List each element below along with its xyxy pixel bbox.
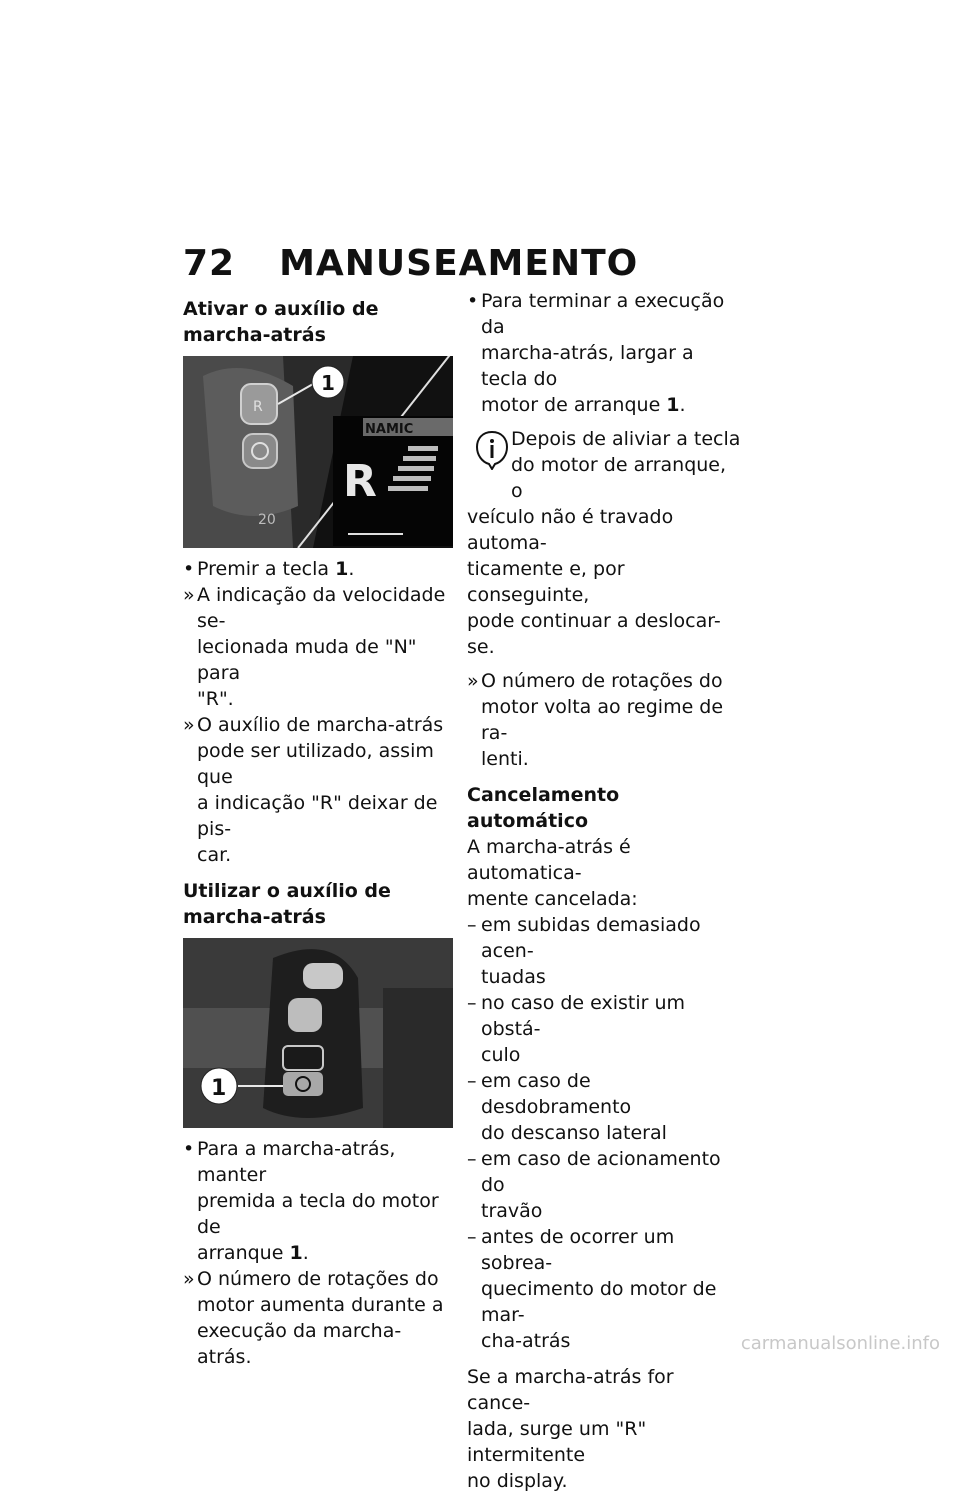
list-item: – em caso de acionamento do travão xyxy=(467,1148,721,1222)
page-number: 72 xyxy=(183,243,236,284)
figure-reverse-display xyxy=(183,356,453,548)
list-item: » O número de rotações do motor aumenta durante a execução da marcha-atrás. xyxy=(183,1268,444,1368)
figure2-callout: 1 xyxy=(211,1076,227,1101)
list-item: » O auxílio de marcha-atrás pode ser utilizado, assim que a indicação "R" deixar de pis- car. xyxy=(183,714,444,866)
list-item: • Para terminar a execução da marcha-atrás, largar a tecla do motor de arranque 1. xyxy=(467,290,725,416)
gauge-number: 20 xyxy=(258,512,276,528)
list-item: • Premir a tecla 1. xyxy=(183,558,355,580)
section-title: MANUSEAMENTO xyxy=(279,243,639,284)
list-item: – em caso de desdobramento do descanso lateral xyxy=(467,1070,667,1144)
intro-paragraph: A marcha-atrás é automatica- mente cancelada: xyxy=(467,836,638,910)
left-column xyxy=(183,296,453,1370)
list-item: » A indicação da velocidade se- lecionada muda de "N" para "R". xyxy=(183,584,446,710)
heading-activate-reverse: Ativar o auxílio de marcha-atrás xyxy=(183,298,379,346)
list-item: » O número de rotações do motor volta ao regime de ra- lenti. xyxy=(467,670,724,770)
list-item: • Para a marcha-atrás, manter premida a tecla do motor de arranque 1. xyxy=(183,1138,439,1264)
list-item: – em subidas demasiado acen- tuadas xyxy=(467,914,701,988)
watermark: carmanualsonline.info xyxy=(740,1333,940,1354)
display-gear-letter: R xyxy=(343,456,377,507)
heading-auto-cancel: Cancelamento automático xyxy=(467,784,620,832)
closing-paragraph: Se a marcha-atrás for cance- lada, surge um "R" intermitente no display. xyxy=(467,1366,674,1492)
info-note: Depois de aliviar a tecla do motor de arranque, o veículo não é travado automa- ticamente e, por conseguinte, pode continuar a deslocar-se. xyxy=(467,428,741,658)
list-item: – antes de ocorrer um sobrea- quecimento do motor de mar- cha-atrás xyxy=(467,1226,717,1352)
page-header xyxy=(183,243,638,284)
heading-use-reverse: Utilizar o auxílio de marcha-atrás xyxy=(183,880,391,928)
list-item: – no caso de existir um obstá- culo xyxy=(467,992,686,1066)
display-mode-label: NAMIC xyxy=(365,422,414,437)
handlebar-display-illustration xyxy=(183,356,453,548)
figure-handlebar-switch xyxy=(183,938,453,1128)
info-icon xyxy=(475,430,509,470)
handlebar-switch-illustration xyxy=(183,938,453,1128)
figure1-callout: 1 xyxy=(321,371,335,395)
svg-text:R: R xyxy=(253,399,263,415)
right-column xyxy=(467,288,742,1494)
